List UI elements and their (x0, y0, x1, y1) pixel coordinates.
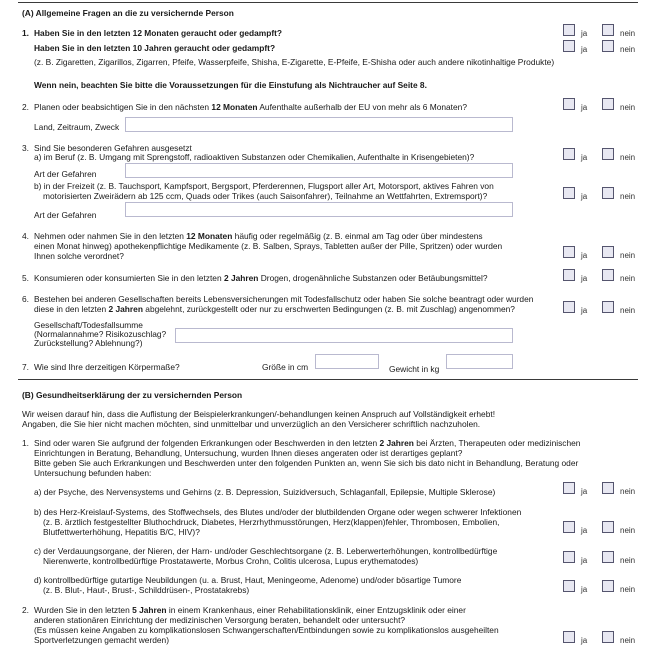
q1-text: Haben Sie in den letzten 12 Monaten geraucht oder gedampft? (34, 28, 283, 38)
q3a-hazard-field[interactable] (125, 163, 513, 178)
q4-number: 4. (22, 231, 29, 241)
q4-text-line3: Ihnen solche verordnet? (34, 251, 124, 261)
q3a-ja-label: ja (581, 153, 588, 162)
b-q1b-ja-checkbox[interactable] (563, 521, 575, 533)
b-q1d-ja-checkbox[interactable] (563, 580, 575, 592)
b-q1b-text-line2: (z. B. ärztlich festgestellter Bluthochdruck, Diabetes, Herzrhythmusstörungen, Herz(klappen)fehler, Thrombosen, Embolien, (43, 517, 500, 527)
q3a-ja-checkbox[interactable] (563, 148, 575, 160)
q1-ja-checkbox[interactable] (563, 24, 575, 36)
q5-ja-label: ja (581, 274, 588, 283)
b-q2-number: 2. (22, 605, 29, 615)
b-q2-ja-checkbox[interactable] (563, 631, 575, 643)
q6-field-label-2: (Normalannahme? Risikozuschlag? (34, 329, 167, 339)
b-q1a-text: a) der Psyche, des Nervensystems und Gehirns (z. B. Depression, Suizidversuch, Schlaganfall, Epilepsie, Multiple Sklerose) (34, 487, 496, 497)
q3b-nein-label: nein (620, 192, 636, 201)
b-q1b-nein-label: nein (620, 526, 636, 535)
q6-ja-label: ja (581, 306, 588, 315)
q4-nein-checkbox[interactable] (602, 246, 614, 258)
b-q1d-nein-label: nein (620, 585, 636, 594)
b-q1a-ja-checkbox[interactable] (563, 482, 575, 494)
q2-number: 2. (22, 102, 29, 112)
q4-ja-checkbox[interactable] (563, 246, 575, 258)
b-q1b-text-line3: Blutfettwerterhöhung, Hepatitis B/C, HIV)? (43, 527, 200, 537)
q6-field-label-3: Zurückstellung? Ablehnung?) (34, 338, 143, 348)
section-b-intro-1: Wir weisen darauf hin, dass die Auflistung der Beispielerkrankungen/-behandlungen keinen Anspruch auf Vollständigkeit erhebt! (22, 409, 496, 419)
b-q1c-nein-checkbox[interactable] (602, 551, 614, 563)
q5-ja-checkbox[interactable] (563, 269, 575, 281)
q3b-hazard-field[interactable] (125, 202, 513, 217)
q2-nein-checkbox[interactable] (602, 98, 614, 110)
b-q1b-ja-label: ja (581, 526, 588, 535)
b-q1c-nein-label: nein (620, 556, 636, 565)
q1-sub-nein-label: nein (620, 45, 636, 54)
b-q1a-nein-label: nein (620, 487, 636, 496)
b-q1-text-line1: Sind oder waren Sie aufgrund der folgenden Erkrankungen oder Beschwerden in den letzten 2 Jahren bei Ärzten, Therapeuten oder medizinischen (34, 438, 581, 448)
q4-ja-label: ja (581, 251, 588, 260)
b-q2-nein-checkbox[interactable] (602, 631, 614, 643)
q2-text: Planen oder beabsichtigen Sie in den nächsten 12 Monaten Aufenthalte außerhalb der EU von mehr als 6 Monaten? (34, 102, 467, 112)
q1-sub-text: Haben Sie in den letzten 10 Jahren geraucht oder gedampft? (34, 43, 276, 53)
b-q2-text-line1: Wurden Sie in den letzten 5 Jahren in einem Krankenhaus, einer Rehabilitationsklinik, einer Entzugsklinik oder einer (34, 605, 466, 615)
top-rule (18, 2, 638, 3)
q3-number: 3. (22, 143, 29, 153)
q3a-text: a) im Beruf (z. B. Umgang mit Sprengstoff, radioaktiven Substanzen oder Chemikalien, Aufenthalte in Krisengebieten)? (34, 152, 475, 162)
q3b-nein-checkbox[interactable] (602, 187, 614, 199)
b-q1-text-line2: Einrichtungen in Beratung, Behandlung, Untersuchung, wurden Ihnen dieses angeraten oder ist derartiges geplant? (34, 448, 463, 458)
q7-weight-field[interactable] (446, 354, 513, 369)
b-q2-text-line4: Sportverletzungen gemacht werden) (34, 635, 170, 645)
section-b-intro-2: Angaben, die Sie hier nicht machen möchten, sind unmittelbar und unverzüglich an den Versicherer schriftlich nachzuholen. (22, 419, 481, 429)
b-q2-text-line2: anderen stationären Einrichtung der medizinischen Versorgung beraten, behandelt oder untersucht? (34, 615, 406, 625)
b-q2-text-line3: (Es müssen keine Angaben zu komplikationslosen Schwangerschaften/Entbindungen sowie zu komplikationslos ausgeheilten (34, 625, 499, 635)
q1-sub-ja-label: ja (581, 45, 588, 54)
q6-nein-label: nein (620, 306, 636, 315)
q3a-nein-label: nein (620, 153, 636, 162)
b-q1d-nein-checkbox[interactable] (602, 580, 614, 592)
q6-text-line2: diese in den letzten 2 Jahren abgelehnt, zurückgestellt oder nur zu erschwerten Bedingungen (z. B. mit Zuschlag) angenommen? (34, 304, 515, 314)
q3-intro: Sind Sie besonderen Gefahren ausgesetzt (34, 143, 192, 153)
q2-ja-checkbox[interactable] (563, 98, 575, 110)
q1-ja-label: ja (581, 29, 588, 38)
q7-number: 7. (22, 362, 29, 372)
b-q1b-text-line1: b) des Herz-Kreislauf-Systems, des Stoffwechsels, des Blutes und/oder der blutbildenden Organe oder wegen schwerer Infektionen (34, 507, 522, 517)
q5-text: Konsumieren oder konsumierten Sie in den letzten 2 Jahren Drogen, drogenähnliche Substanzen oder Betäubungsmittel? (34, 273, 488, 283)
q1-examples: (z. B. Zigaretten, Zigarillos, Zigarren, Pfeife, Wasserpfeife, Shisha, E-Zigarette, E-Pfeife, E-Shisha oder auch andere nikotinhaltige Produkte) (34, 57, 555, 67)
q3b-text-line1: b) in der Freizeit (z. B. Tauchsport, Kampfsport, Bergsport, Pferderennen, Flugsport aller Art, Motorsport, aktives Fahren von (34, 181, 494, 191)
q2-ja-label: ja (581, 103, 588, 112)
q3b-ja-label: ja (581, 192, 588, 201)
q6-text-line1: Bestehen bei anderen Gesellschaften bereits Lebensversicherungen mit Todesfallschutz oder haben Sie solche beantragt oder wurden (34, 294, 534, 304)
section-a-title: (A) Allgemeine Fragen an die zu versichernde Person (22, 8, 234, 18)
b-q1a-nein-checkbox[interactable] (602, 482, 614, 494)
q1-sub-ja-checkbox[interactable] (563, 40, 575, 52)
b-q1a-ja-label: ja (581, 487, 588, 496)
section-b-title: (B) Gesundheitserklärung der zu versichernden Person (22, 390, 243, 400)
b-q1d-text-line1: d) kontrollbedürftige gutartige Neubildungen (u. a. Brust, Haut, Meningeome, Adenome) und/oder bösartige Tumore (34, 575, 462, 585)
q1-number: 1. (22, 28, 29, 38)
b-q1-text-line4: Untersuchung befunden haben: (34, 468, 152, 478)
b-q1-number: 1. (22, 438, 29, 448)
q3a-field-label: Art der Gefahren (34, 169, 97, 179)
q3a-nein-checkbox[interactable] (602, 148, 614, 160)
q1-nein-label: nein (620, 29, 636, 38)
q2-nein-label: nein (620, 103, 636, 112)
q2-location-field[interactable] (125, 117, 513, 132)
q5-nein-label: nein (620, 274, 636, 283)
q6-field-label-1: Gesellschaft/Todesfallsumme (34, 320, 143, 330)
b-q1b-nein-checkbox[interactable] (602, 521, 614, 533)
b-q2-ja-label: ja (581, 636, 588, 645)
q3b-field-label: Art der Gefahren (34, 210, 97, 220)
q7-weight-label: Gewicht in kg (389, 364, 440, 374)
section-b-rule (18, 379, 638, 380)
q1-note: Wenn nein, beachten Sie bitte die Voraussetzungen für die Einstufung als Nichtraucher auf Seite 8. (34, 80, 427, 90)
q6-company-field[interactable] (175, 328, 513, 343)
b-q1d-text-line2: (z. B. Blut-, Haut-, Brust-, Schilddrüsen-, Prostatakrebs) (43, 585, 250, 595)
q4-nein-label: nein (620, 251, 636, 260)
q3b-ja-checkbox[interactable] (563, 187, 575, 199)
q6-nein-checkbox[interactable] (602, 301, 614, 313)
q7-size-field[interactable] (315, 354, 379, 369)
q5-number: 5. (22, 273, 29, 283)
b-q2-nein-label: nein (620, 636, 636, 645)
b-q1c-text-line1: c) der Verdauungsorgane, der Nieren, der Harn- und/oder Geschlechtsorgane (z. B. Leberwerterhöhungen, kontrollbedürftige (34, 546, 498, 556)
q1-sub-nein-checkbox[interactable] (602, 40, 614, 52)
q6-ja-checkbox[interactable] (563, 301, 575, 313)
b-q1c-text-line2: Nierenwerte, kontrollbedürftige Prostatawerte, Morbus Crohn, Colitis ulcerosa, Lupus erythematodes) (43, 556, 419, 566)
q7-size-label: Größe in cm (262, 362, 309, 372)
q5-nein-checkbox[interactable] (602, 269, 614, 281)
q3b-text-line2: motorisierten Zweirädern ab 125 ccm, Quads oder Trikes (auch Saisonfahrer), Teilnahme an Wettfahrten, Extremsport)? (43, 191, 488, 201)
q4-text-line2: einen Monat hinweg) apothekenpflichtige Medikamente (z. B. Salben, Sprays, Tabletten außer der Pille, Spritzen) oder wurden (34, 241, 503, 251)
q6-number: 6. (22, 294, 29, 304)
b-q1c-ja-checkbox[interactable] (563, 551, 575, 563)
b-q1-text-line3: Bitte geben Sie auch Erkrankungen und Beschwerden unter den folgenden Punkten an, wenn Sie sich bis dato nicht in Behandlung, Beratung oder (34, 458, 579, 468)
q2-field-label: Land, Zeitraum, Zweck (34, 122, 120, 132)
q7-text: Wie sind Ihre derzeitigen Körpermaße? (34, 362, 180, 372)
q4-text-line1: Nehmen oder nahmen Sie in den letzten 12 Monaten häufig oder regelmäßig (z. B. einmal am Tag oder über mindestens (34, 231, 483, 241)
q1-nein-checkbox[interactable] (602, 24, 614, 36)
b-q1c-ja-label: ja (581, 556, 588, 565)
b-q1d-ja-label: ja (581, 585, 588, 594)
